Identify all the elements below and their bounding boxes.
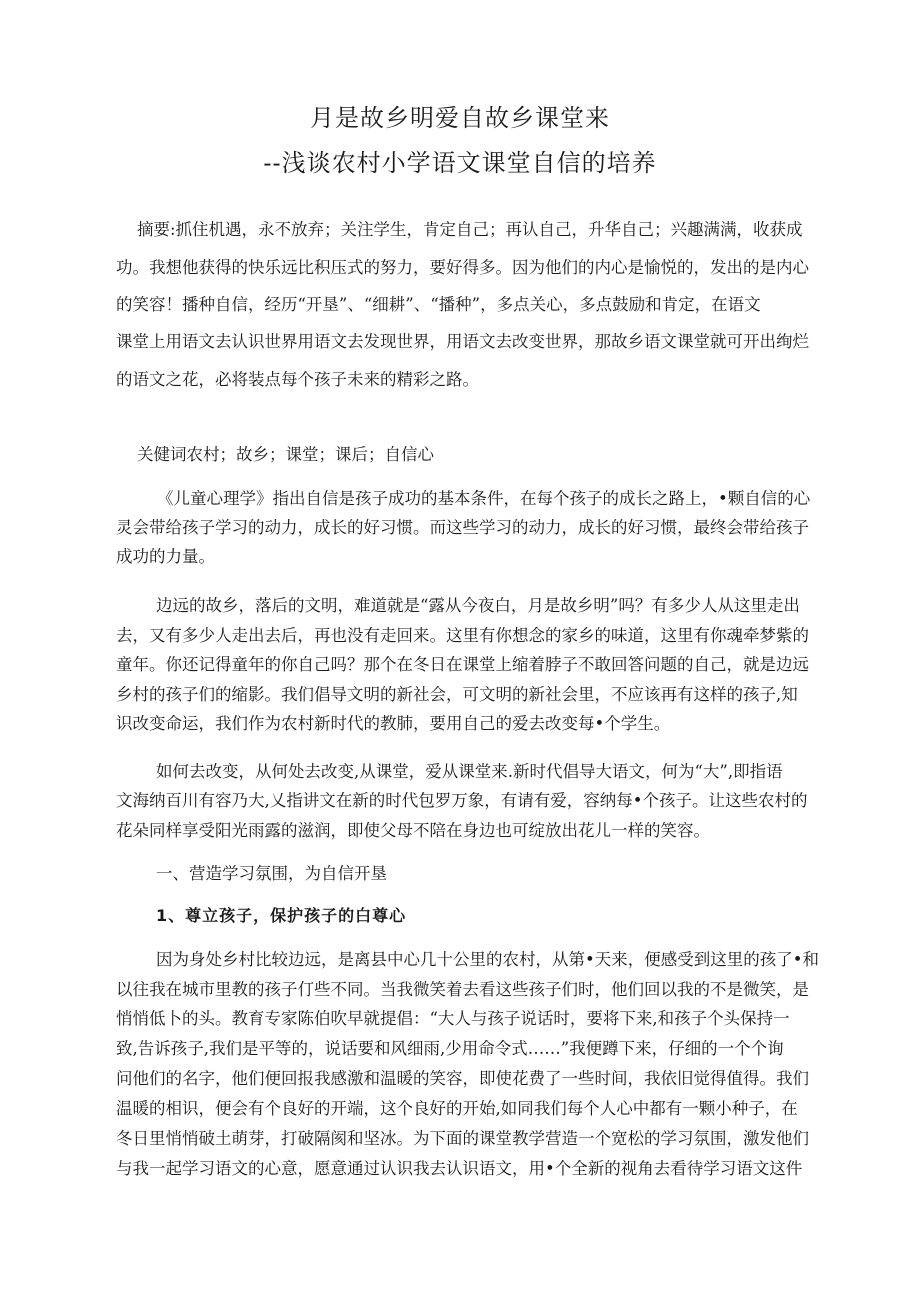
paragraph-line: 识改变命运，我们作为农村新时代的教肺，要用自己的爱去改变每•个学生。 [116,714,671,733]
paragraph-line: 童年。你还记得童年的你自己吗？那个在冬日在课堂上缩着脖子不敢回答问题的自己，就是边远 [116,655,809,674]
abstract-line: 功。我想他获得的快乐远比积压式的努力，要好得多。因为他们的内心是愉悦的，发出的是内心 [116,258,809,277]
paragraph-line: 如何去改变，从何处去改变,从课堂，爱从课堂来.新时代倡导大语文，何为“大”,即指语 [156,762,783,781]
paragraph-line: 因为身处乡村比较边远，是离县中心几十公里的农村，从第•天来，便感受到这里的孩了•和 [156,950,819,969]
section-heading: 一、营造学习氛围，为自信开垦 [156,864,387,883]
title-line-1: 月是故乡明爱自故乡课堂来 [310,104,610,132]
paragraph-line: 灵会带给孩子学习的动力，成长的好习惯。而这些学习的动力，成长的好习惯，最终会带给孩子 [116,518,809,537]
paragraph-line: 《儿童心理学》指出自信是孩子成功的基本条件，在每个孩子的成长之路上，•颗自信的心 [157,489,811,508]
keywords-line: 关健词农村；故乡；课堂；课后；自信心 [137,445,434,464]
paragraph-line: 致,告诉孩子,我们是平等的，说话要和风细雨,少用命令式……”我便蹲下来，仔细的一个个询 [116,1039,784,1058]
paragraph-line: 问他们的名字，他们便回报我感激和温暖的笑容，即使花费了一些时间，我依旧觉得值得。我们 [116,1069,809,1088]
paragraph-line: 花朵同样享受阳光雨露的滋润，即使父母不陪在身边也可绽放出花儿一样的笑容。 [116,821,710,840]
paragraph-line: 边远的故乡，落后的文明，难道就是“露从今夜白，月是故乡明”吗？有多少人从这里走出 [156,596,800,615]
abstract-line: 摘要:抓住机遇，永不放弃；关注学生，肯定自己；再认自己，升华自己；兴趣满满，收获成 [137,220,803,239]
subsection-heading: 1、尊立孩子，保护孩子的白尊心 [156,906,407,925]
abstract-line: 的笑容！播种自信，经历“开垦”、“细耕”、“播种”，多点关心，多点鼓励和肯定，在语文 [116,295,761,314]
title-line-2: --浅谈农村小学语文课堂自信的培养 [263,149,657,177]
paragraph-line: 乡村的孩子们的缩影。我们倡导文明的新社会，可文明的新社会里，不应该再有这样的孩子,知 [116,685,798,704]
paragraph-line: 与我一起学习语文的心意，愿意通过认识我去认识语文，用•个全新的视角去看待学习语文这件 [116,1159,803,1178]
paragraph-line: 文海纳百川有容乃大,乂指讲文在新的时代包罗万象，有请有爱，容纳每•个孩子。让这些农村的 [116,791,808,810]
paragraph-line: 冬日里悄悄破土萌芽，打破隔阂和坚冰。为下面的课堂教学营造一个宽松的学习氛围，激发他们 [116,1129,809,1148]
paragraph-line: 悄悄低卜的头。教育专家陈伯吹早就提倡：“大人与孩子说话时，要将下来,和孩子个头保持一 [116,1009,790,1028]
paragraph-line: 温暖的相识，便会有个良好的开端，这个良好的开始,如同我们每个人心中都有一颗小种子，在 [116,1099,798,1118]
paragraph-line: 成功的力量。 [116,547,215,566]
abstract-line: 课堂上用语文去认识世界用语文去发现世界，用语文去改变世界，那故乡语文课堂就可开出绚烂 [116,332,809,351]
abstract-line: 的语文之花，必将装点每个孩子未来的精彩之路。 [116,370,479,389]
paragraph-line: 以往我在城市里教的孩子仃些不同。当我微笑着去看这些孩子们时，他们回以我的不是微笑，是 [116,980,809,999]
paragraph-line: 去，又有多少人走出去后，再也没有走回来。这里有你想念的家乡的味道，这里有你魂牵梦紫的 [116,626,809,645]
